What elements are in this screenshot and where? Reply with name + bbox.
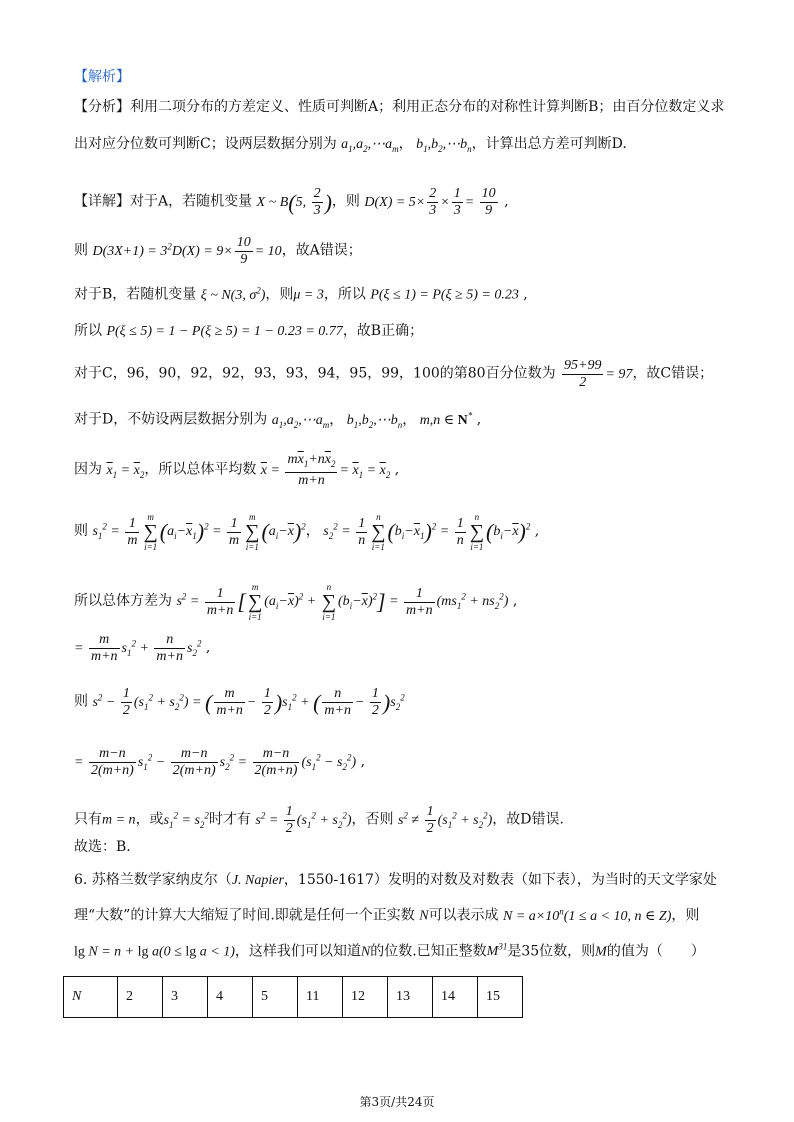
- detail-d-line-4: 所以总体方差为 $s^2$ = $\frac{1}{m+n}$ [m ∑ $i=1(a_i-\overline{x})^2 + n$ ∑ $i=1(b_i-\overline{x})^2$] = $\frac{1}{m+n}$ $(ms_1^2 + ns_2^2)$ ,: [74, 582, 518, 622]
- formula-d-sets: $a_1,a_2,\cdots a_m$， $b_1,b_2,\cdots b_n$， m,n ∈ N*: [271, 410, 473, 430]
- detail-d-line-1: 对于D，不妨设两层数据分别为 $a_1,a_2,\cdots a_m$， $b_1,b_2,\cdots b_n$， m,n ∈ N* ,: [74, 410, 482, 430]
- page-number: 第3页/共24页: [359, 1095, 435, 1109]
- detail-c-line: 对于C，96，90，92，92，93，93，94，95，99，100的第80百分位数为 $\frac{95+99}{2}$ = 97，故C错误；: [74, 358, 714, 390]
- detail-d-line-8: 只有m = n，或$s_1^2 = s_2^2$时才有 $s^2$ = $\frac{1}{2}$ $(s_1^2 + s_2^2)$，否则 $s^2$ ≠ $\frac{1}{2}$ $(s_1^2 + s_2^2)$，故D错误.: [74, 804, 564, 836]
- formula-s1-s2: $s_1^2$ = $\frac{1}{m}$ m ∑ $i=1(a_i-\overline{x}_1)^2$ = $\frac{1}{m}$ m ∑ $i=1(a_i-\overline{x})^2$， $s_2^2$ = $\frac{1}{n}$ n ∑ $i=1(b_i-\overline{x}_1)^2$ = $\frac{1}{n}$ n ∑ $i=1(b_i-\overline{x})^2$: [92, 512, 531, 552]
- formula-total-mean: $\overline{x}$ = $\frac{m\overline{x}_1+n\overline{x}_2}{m+n}$ = $\overline{x}_1 = \overline{x}_2$: [260, 452, 391, 488]
- detail-tag: 【详解】: [74, 193, 130, 210]
- table-cell: 11: [298, 977, 343, 1018]
- formula-difference: $s^2$ − $\frac{1}{2}$ $(s_1^2 + s_2^2)$ = ( $\frac{m}{m+n}$ − $\frac{1}{2}$ )$s_1^2$ + ( $\frac{n}{m+n}$ − $\frac{1}{2}$ )$s_2^2$: [92, 686, 405, 718]
- formula-weighted: = $\frac{m}{m+n}$ $s_1^2$ + $\frac{n}{m+n}$ $s_2^2$: [74, 632, 202, 664]
- table-row: [64, 977, 523, 1018]
- formula-total-variance: $s^2$ = $\frac{1}{m+n}$ [m ∑ $i=1(a_i-\overline{x})^2 + n$ ∑ $i=1(b_i-\overline{x})^2$] = $\frac{1}{m+n}$ $(ms_1^2 + ns_2^2)$: [176, 582, 509, 622]
- formula-normal: ξ ~ N(3, $\sigma^2$): [200, 285, 266, 303]
- detail-b-line-2: 所以 P(ξ ≤ 5) = 1 − P(ξ ≥ 5) = 1 − 0.23 = 0.77，故B正确；: [74, 323, 424, 339]
- formula-sets: $a_1,a_2,\cdots a_m$， $b_1,b_2,\cdots b_n$: [341, 137, 472, 154]
- table-cell: 12: [343, 977, 388, 1018]
- detail-a-line-1: 【详解】对于A，若随机变量 X ~ B(5, $\frac{2}{3}$ )，则 D(X) = 5× $\frac{2}{3}$ × $\frac{1}{3}$ = $\frac{10}{9}$ ,: [74, 186, 509, 218]
- log-table: [63, 976, 523, 1018]
- analysis-tag: 【分析】: [74, 99, 130, 115]
- formula-prob-sym: P(ξ ≤ 1) = P(ξ ≥ 5) = 0.23: [370, 287, 519, 303]
- analysis-line-2: 出对应分位数可判断C；设两层数据分别为 $a_1,a_2,\cdots a_m$， $b_1,b_2,\cdots b_n$，计算出总方差可判断D.: [74, 136, 627, 154]
- formula-percentile: $\frac{95+99}{2}$ = 97: [564, 358, 633, 390]
- formula-variance-3x: $D(3X+1) = 3^2D(X) = 9\times$ $\frac{10}{9}$ = 10: [92, 235, 282, 267]
- detail-d-line-5: = $\frac{m}{m+n}$ $s_1^2$ + $\frac{n}{m+n}$ $s_2^2$ ,: [74, 632, 211, 664]
- formula-log: lg N = n + lg a(0 ≤ lg a < 1): [74, 944, 235, 960]
- table-cell: 15: [478, 977, 523, 1018]
- detail-d-line-3: 则 $s_1^2$ = $\frac{1}{m}$ m ∑ $i=1(a_i-\overline{x}_1)^2$ = $\frac{1}{m}$ m ∑ $i=1(a_i-\overline{x})^2$， $s_2^2$ = $\frac{1}{n}$ n ∑ $i=1(b_i-\overline{x}_1)^2$ = $\frac{1}{n}$ n ∑ $i=1(b_i-\overline{x})^2$ ,: [74, 512, 540, 552]
- table-cell: 5: [253, 977, 298, 1018]
- table-cell: 14: [433, 977, 478, 1018]
- analysis-section-tag: 【解析】: [74, 69, 130, 85]
- detail-b-line-1: 对于B，若随机变量 ξ ~ N(3, $\sigma^2$)，则μ = 3，所以 P(ξ ≤ 1) = P(ξ ≥ 5) = 0.23 ,: [74, 285, 528, 303]
- table-header-cell: N: [64, 977, 118, 1018]
- formula-means-equal: $\overline{x}_1 = \overline{x}_2$: [106, 462, 145, 480]
- detail-d-line-2: 因为 $\overline{x}_1 = \overline{x}_2$，所以总体平均数 $\overline{x}$ = $\frac{m\overline{x}_1+n\overline{x}_2}{m+n}$ = $\overline{x}_1 = \overline{x}_2$ ,: [74, 452, 400, 488]
- table-cell: 2: [118, 977, 163, 1018]
- answer-choice: 故选：B.: [74, 839, 131, 855]
- formula-variance-a: D(X) = 5× $\frac{2}{3}$ × $\frac{1}{3}$ = $\frac{10}{9}$: [364, 186, 496, 218]
- question-6-text: 6. 苏格兰数学家纳皮尔（J. Napier，1550-1617）发明的对数及对数表（如下表），为当时的天文学家处理“大数”的计算大大缩短了时间.即就是任何一个正实数 N可以表示成 $N = a\times 10^n(1 \le a < 10$, n ∈ Z)，则 lg N = n + lg a(0 ≤ lg a < 1)，这样我们可以知道N的位数.已知正整数$M^{31}$是35位数，则M的值为（ ）: [74, 872, 717, 960]
- formula-equality: $s^2$ = $\frac{1}{2}$ $(s_1^2 + s_2^2)$: [255, 804, 352, 836]
- formula-binomial: X ~ B(5, $\frac{2}{3}$ ): [256, 186, 332, 218]
- analysis-line-1: 【分析】利用二项分布的方差定义、性质可判断A；利用正态分布的对称性计算判断B；由百分位数定义求: [74, 99, 725, 115]
- detail-d-line-7: = $\frac{m-n}{2(m+n)}$ $s_1^2$ − $\frac{m-n}{2(m+n)}$ $s_2^2$ = $\frac{m-n}{2(m+n)}$ $(s_1^2 - s_2^2)$ ,: [74, 746, 366, 778]
- formula-inequality: $s^2$ ≠ $\frac{1}{2}$ $(s_1^2 + s_2^2)$: [397, 804, 493, 836]
- table-cell: 13: [388, 977, 433, 1018]
- formula-sci-notation: $N = a\times 10^n(1 \le a < 10$, n ∈ Z): [503, 906, 672, 924]
- detail-d-line-6: 则 $s^2$ − $\frac{1}{2}$ $(s_1^2 + s_2^2)$ = ( $\frac{m}{m+n}$ − $\frac{1}{2}$ )$s_1^2$ + ( $\frac{n}{m+n}$ − $\frac{1}{2}$ )$s_2^2$: [74, 686, 405, 718]
- formula-difference-simplified: = $\frac{m-n}{2(m+n)}$ $s_1^2$ − $\frac{m-n}{2(m+n)}$ $s_2^2$ = $\frac{m-n}{2(m+n)}$ $(s_1^2 - s_2^2)$: [74, 746, 357, 778]
- table-cell: 3: [163, 977, 208, 1018]
- detail-a-line-2: 则 $D(3X+1) = 3^2D(X) = 9\times$ $\frac{10}{9}$ = 10，故A错误；: [74, 235, 362, 267]
- table-cell: 4: [208, 977, 253, 1018]
- formula-prob-complement: P(ξ ≤ 5) = 1 − P(ξ ≥ 5) = 1 − 0.23 = 0.77: [106, 324, 343, 339]
